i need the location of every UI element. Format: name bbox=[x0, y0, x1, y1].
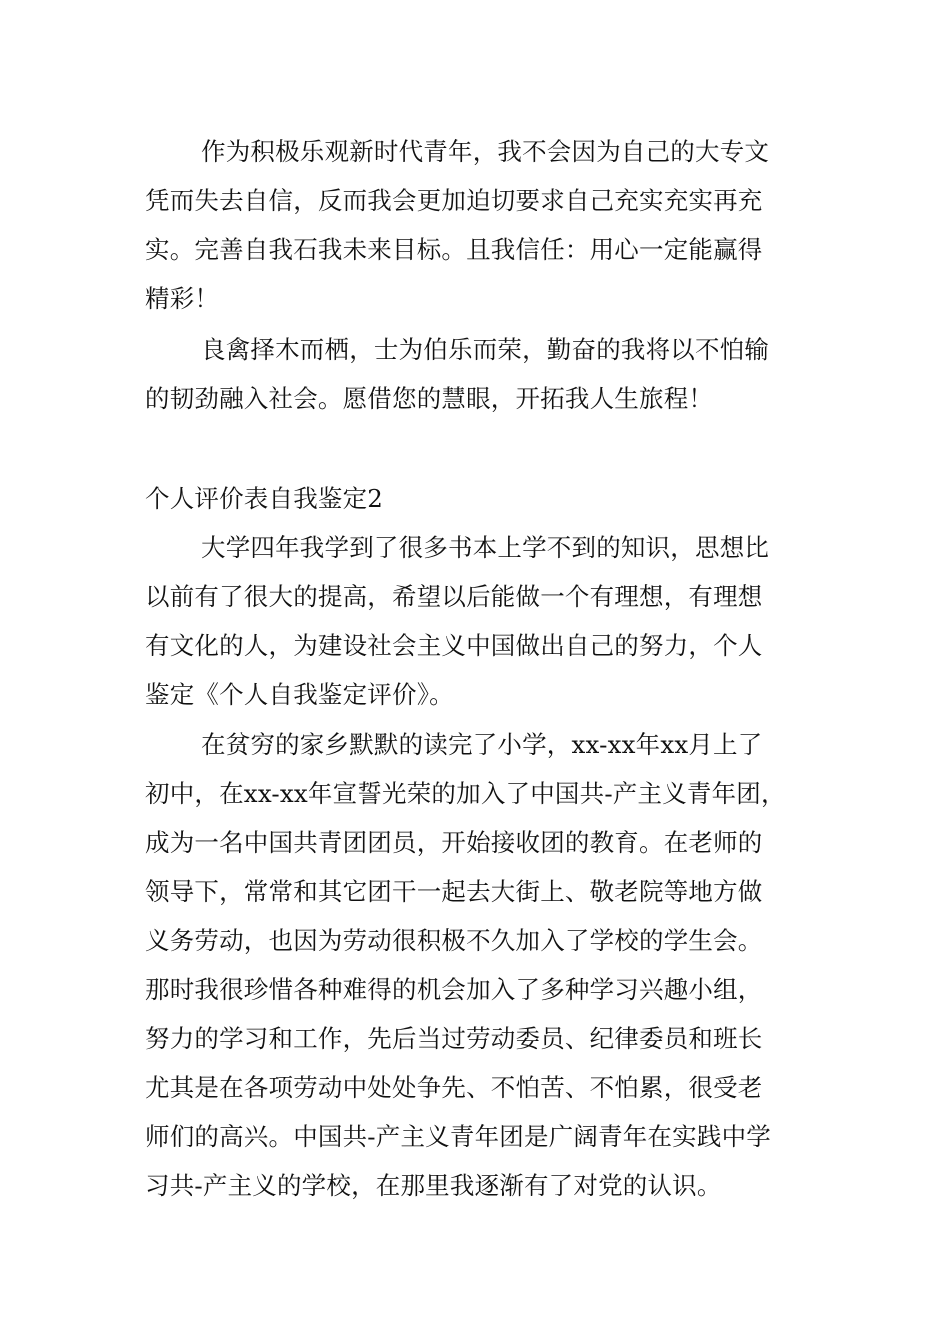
text-line: 初中，在xx-xx年宣誓光荣的加入了中国共-产主义青年团， bbox=[145, 779, 786, 808]
text-line: 凭而失去自信，反而我会更加迫切要求自己充实充实再充 bbox=[145, 186, 763, 215]
text-line: 实。完善自我石我未来目标。且我信任：用心一定能赢得 bbox=[145, 235, 763, 264]
text-line: 努力的学习和工作，先后当过劳动委员、纪律委员和班长 bbox=[145, 1024, 763, 1053]
text-line: 鉴定《个人自我鉴定评价》。 bbox=[145, 680, 454, 709]
text-line: 的韧劲融入社会。愿借您的慧眼，开拓我人生旅程！ bbox=[145, 384, 714, 413]
text-line: 以前有了很大的提高，希望以后能做一个有理想，有理想 bbox=[145, 582, 763, 611]
text-line: 作为积极乐观新时代青年，我不会因为自己的大专文 bbox=[201, 137, 770, 166]
text-line: 尤其是在各项劳动中处处争先、不怕苦、不怕累，很受老 bbox=[145, 1073, 763, 1102]
paragraph-school-experience bbox=[145, 720, 815, 1210]
text-line: 精彩！ bbox=[145, 284, 220, 313]
section-heading bbox=[145, 474, 815, 523]
text-line: 有文化的人，为建设社会主义中国做出自己的努力，个人 bbox=[145, 631, 763, 660]
text-line: 在贫穷的家乡默默的读完了小学，xx-xx年xx月上了 bbox=[201, 730, 763, 759]
text-line: 义务劳动，也因为劳动很积极不久加入了学校的学生会。 bbox=[145, 926, 763, 955]
paragraph-university-learning bbox=[145, 523, 815, 719]
text-line: 大学四年我学到了很多书本上学不到的知识，思想比 bbox=[201, 533, 770, 562]
text-line: 领导下，常常和其它团干一起去大街上、敬老院等地方做 bbox=[145, 877, 763, 906]
paragraph-self-confidence bbox=[145, 127, 815, 323]
section-title: 个人评价表自我鉴定2 bbox=[145, 484, 384, 513]
text-line: 良禽择木而栖，士为伯乐而荣，勤奋的我将以不怕输 bbox=[201, 335, 770, 364]
text-line: 师们的高兴。中国共-产主义青年团是广阔青年在实践中学 bbox=[145, 1122, 771, 1151]
text-line: 习共-产主义的学校，在那里我逐渐有了对党的认识。 bbox=[145, 1171, 722, 1200]
text-line: 那时我很珍惜各种难得的机会加入了多种学习兴趣小组， bbox=[145, 975, 763, 1004]
text-line: 成为一名中国共青团团员，开始接收团的教育。在老师的 bbox=[145, 828, 763, 857]
paragraph-social-integration bbox=[145, 325, 815, 423]
